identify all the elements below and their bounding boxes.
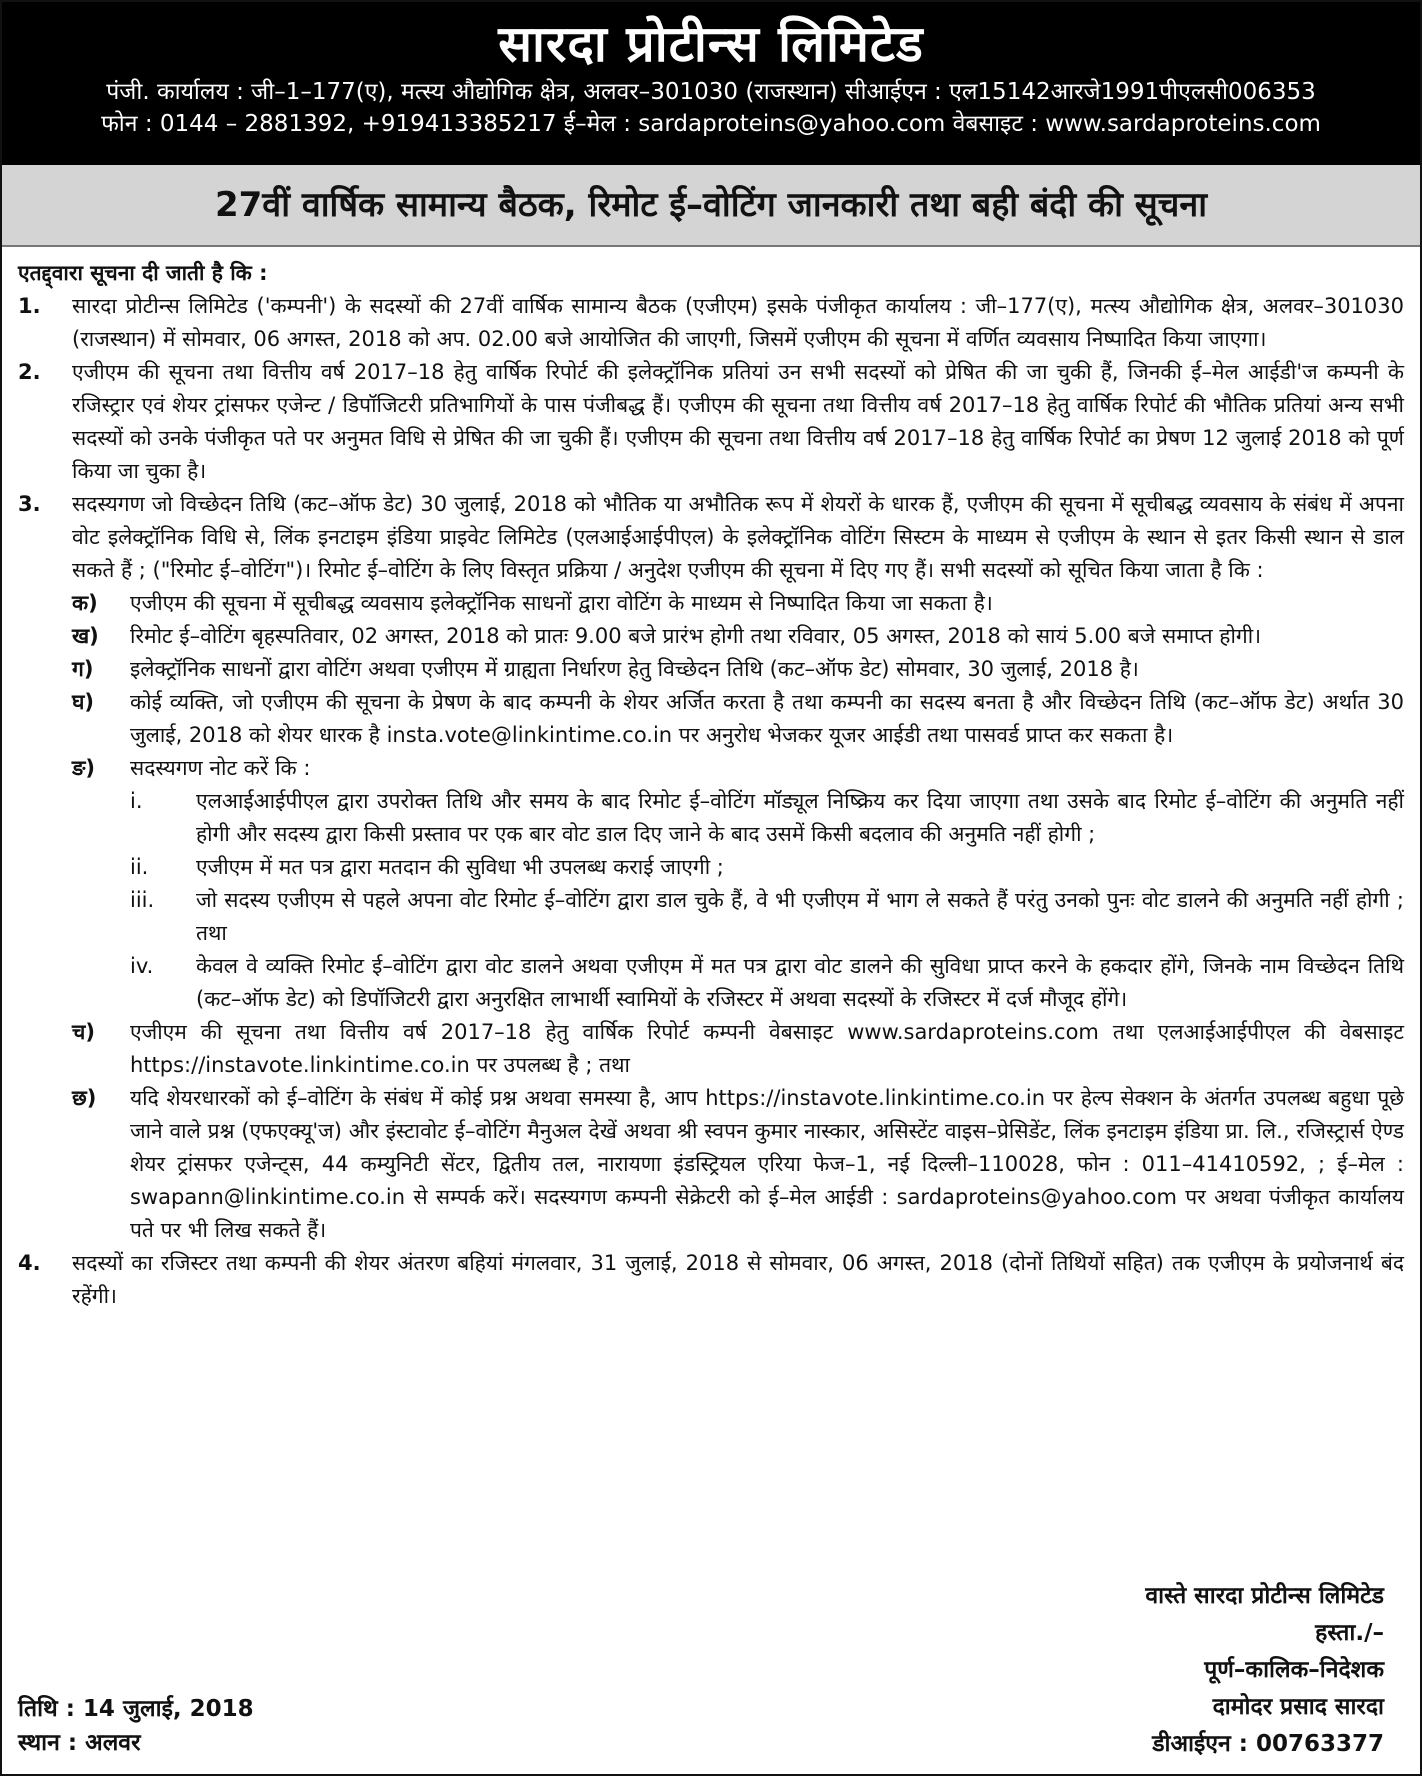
item-4 [18,1247,1404,1313]
header-banner [2,2,1420,165]
item-number: 2. [18,360,41,384]
subitem-ga [72,653,1404,686]
item-text: एजीएम की सूचना तथा वित्तीय वर्ष 2017–18 हेतु वार्षिक रिपोर्ट की इलेक्ट्रॉनिक प्रतियां उन सभी सदस्यों को प्रेषित की जा चुकी हैं, जिनकी ई–मेल आईडी'ज कम्पनी के रजिस्ट्रार एवं शेयर ट्रांसफर एजेन्ट / डिपॉजिटरी प्रतिभागियों के पास पंजीबद्ध हैं। एजीएम की सूचना तथा वित्तीय वर्ष 2017–18 हेतु वार्षिक रिपोर्ट की भौतिक प्रतियां अन्य सभी सदस्यों को उनके पंजीकृत पते पर अनुमत विधि से प्रेषित की जा चुकी हैं। एजीएम की सूचना तथा वित्तीय वर्ष 2017–18 हेतु वार्षिक रिपोर्ट का प्रेषण 12 जुलाई 2018 को पूर्ण किया जा चुका है। [72,360,1404,483]
subitem-label: क) [72,591,98,615]
item-1 [18,290,1404,356]
company-name: सारदा प्रोटीन्स लिमिटेड [498,15,924,73]
subitem-text: एजीएम की सूचना में सूचीबद्ध व्यवसाय इलेक्ट्रॉनिक साधनों द्वारा वोटिंग के माध्यम से निष्पादित किया जा सकता है। [130,591,993,615]
sign-din: डीआईएन : 00763377 [1152,1731,1384,1757]
subitem-text: यदि शेयरधारकों को ई–वोटिंग के संबंध में कोई प्रश्न अथवा समस्या है, आप https://instavote.linkintime.co.in पर हेल्प सेक्शन के अंतर्गत उपलब्ध बहुधा पूछे जाने वाले प्रश्न (एफएक्यू'ज) और इंस्टावोट ई–वोटिंग मैनुअल देखें अथवा श्री स्वपन कुमार नास्कार, असिस्टेंट वाइस–प्रेसिडेंट, लिंक इनटाइम इंडिया प्रा. लि., रजिस्ट्रार्स ऐण्ड शेयर ट्रांसफर एजेन्ट्स, 44 कम्युनिटी सेंटर, द्वितीय तल, नारायणा इंडस्ट्रियल एरिया फेज–1, नई दिल्ली–110028, फोन : 011–41410592, ; ई–मेल : swapann@linkintime.co.in से सम्पर्क करें। सदस्यगण कम्पनी सेक्रेटरी को ई–मेल आईडी : sardaproteins@yahoo.com पर अथवा पंजीकृत कार्यालय पते पर भी लिख सकते हैं। [130,1086,1404,1242]
subitem-label: घ) [72,690,95,714]
roman-label: iv. [130,954,154,978]
roman-text: एजीएम में मत पत्र द्वारा मतदान की सुविधा भी उपलब्ध कराई जाएगी ; [196,855,724,879]
subitem-label: च) [72,1020,95,1044]
subitem-ka [72,587,1404,620]
roman-text: जो सदस्य एजीएम से पहले अपना वोट रिमोट ई–वोटिंग द्वारा डाल चुके हैं, वे भी एजीएम में भाग ले सकते हैं परंतु उनको पुनः वोट डालने की अनुमति नहीं होगी ; तथा [196,888,1404,945]
subitem-nga [72,752,1404,785]
notice-date: तिथि : 14 जुलाई, 2018 [18,1696,254,1722]
notice-body [2,247,1420,1313]
sign-name: दामोदर प्रसाद सारदा [1212,1694,1384,1720]
subitem-label: ख) [72,624,99,648]
subitem-label: ग) [72,657,94,681]
roman-label: iii. [130,888,155,912]
item-number: 3. [18,492,41,516]
roman-item-iv [130,950,1404,1016]
item-number: 1. [18,294,41,318]
subitem-text: रिमोट ई–वोटिंग बृहस्पतिवार, 02 अगस्त, 2018 को प्रातः 9.00 बजे प्रारंभ होगी तथा रविवार, 05 अगस्त, 2018 को सायं 5.00 बजे समाप्त होगी। [130,624,1262,648]
subitem-text: एजीएम की सूचना तथा वित्तीय वर्ष 2017–18 हेतु वार्षिक रिपोर्ट कम्पनी वेबसाइट www.sardaproteins.com तथा एलआईआईपीएल की वेबसाइट https://instavote.linkintime.co.in पर उपलब्ध है ; तथा [130,1020,1404,1077]
subitem-chha [72,1082,1404,1247]
item-number: 4. [18,1251,41,1275]
roman-text: केवल वे व्यक्ति रिमोट ई–वोटिंग द्वारा वोट डालने अथवा एजीएम में मत पत्र द्वारा वोट डालने की सुविधा प्राप्त करने के हकदार होंगे, जिनके नाम विच्छेदन तिथि (कट–ऑफ डेट) को डिपॉजिटरी द्वारा अनुरक्षित लाभार्थी स्वामियों के रजिस्टर में अथवा सदस्यों के रजिस्टर में दर्ज मौजूद होंगे। [196,954,1404,1011]
roman-item-iii [130,884,1404,950]
sign-signed: हस्ता./– [1315,1620,1384,1646]
item-text: सारदा प्रोटीन्स लिमिटेड ('कम्पनी') के सदस्यों की 27वीं वार्षिक सामान्य बैठक (एजीएम) इसके पंजीकृत कार्यालय : जी–177(ए), मत्स्य औद्योगिक क्षेत्र, अलवर–301030 (राजस्थान) में सोमवार, 06 अगस्त, 2018 को अप. 02.00 बजे आयोजित की जाएगी, जिसमें एजीएम की सूचना में वर्णित व्यवसाय निष्पादित किया जाएगा। [72,294,1404,351]
registered-office-line: पंजी. कार्यालय : जी–1–177(ए), मत्स्य औद्योगिक क्षेत्र, अलवर–301030 (राजस्थान) सीआईएन : एल15142आरजे1991पीएलसी006353 [106,79,1316,105]
sign-designation: पूर्ण–कालिक–निदेशक [1204,1657,1384,1683]
subitem-kha [72,620,1404,653]
subitem-text: कोई व्यक्ति, जो एजीएम की सूचना के प्रेषण के बाद कम्पनी के शेयर अर्जित करता है तथा कम्पनी का सदस्य बनता है और विच्छेदन तिथि (कट–ऑफ डेट) अर्थात 30 जुलाई, 2018 को शेयर धारक है insta.vote@linkintime.co.in पर अनुरोध भेजकर यूजर आईडी तथा पासवर्ड प्राप्त कर सकता है। [130,690,1404,747]
subitem-gha [72,686,1404,752]
sign-company: वास्ते सारदा प्रोटीन्स लिमिटेड [1145,1583,1384,1609]
contact-line: फोन : 0144 – 2881392, +919413385217 ई–मेल : sardaproteins@yahoo.com वेबसाइट : www.sardaproteins.com [101,111,1321,137]
date-place-block [18,1692,254,1760]
roman-label: i. [130,789,143,813]
subitem-text: इलेक्ट्रॉनिक साधनों द्वारा वोटिंग अथवा एजीएम में ग्राह्यता निर्धारण हेतु विच्छेदन तिथि (कट–ऑफ डेट) सोमवार, 30 जुलाई, 2018 है। [130,657,1139,681]
subitem-cha [72,1016,1404,1082]
roman-text: एलआईआईपीएल द्वारा उपरोक्त तिथि और समय के बाद रिमोट ई–वोटिंग मॉड्यूल निष्क्रिय कर दिया जाएगा तथा उसके बाद रिमोट ई–वोटिंग की अनुमति नहीं होगी और सदस्य द्वारा किसी प्रस्ताव पर एक बार वोट डाल दिए जाने के बाद उसमें किसी बदलाव की अनुमति नहीं होगी ; [196,789,1404,846]
item-text: सदस्यों का रजिस्टर तथा कम्पनी की शेयर अंतरण बहियां मंगलवार, 31 जुलाई, 2018 से सोमवार, 06 अगस्त, 2018 (दोनों तिथियों सहित) तक एजीएम के प्रयोजनार्थ बंद रहेंगी। [72,1251,1404,1308]
signature-block [1145,1578,1384,1763]
subitem-text: सदस्यगण नोट करें कि : [130,756,311,780]
roman-item-i [130,785,1404,851]
item-2 [18,356,1404,488]
roman-label: ii. [130,855,149,879]
notice-title: 27वीं वार्षिक सामान्य बैठक, रिमोट ई–वोटिंग जानकारी तथा बही बंदी की सूचना [2,165,1420,247]
notice-place: स्थान : अलवर [18,1730,141,1756]
item-text: सदस्यगण जो विच्छेदन तिथि (कट–ऑफ डेट) 30 जुलाई, 2018 को भौतिक या अभौतिक रूप में शेयरों के धारक हैं, एजीएम की सूचना में सूचीबद्ध व्यवसाय के संबंध में अपना वोट इलेक्ट्रॉनिक विधि से, लिंक इनटाइम इंडिया प्राइवेट लिमिटेड (एलआईआईपीएल) के इलेक्ट्रॉनिक वोटिंग सिस्टम के माध्यम से एजीएम के स्थान से इतर किसी स्थान से डाल सकते हैं ; ("रिमोट ई–वोटिंग")। रिमोट ई–वोटिंग के लिए विस्तृत प्रक्रिया / अनुदेश एजीएम की सूचना में दिए गए हैं। सभी सदस्यों को सूचित किया जाता है कि : [72,492,1404,582]
subitem-label: छ) [72,1086,97,1110]
roman-item-ii [130,851,1404,884]
item-3 [18,488,1404,587]
intro-line: एतद्द्वारा सूचना दी जाती है कि : [18,261,268,285]
subitem-label: ङ) [72,756,95,780]
